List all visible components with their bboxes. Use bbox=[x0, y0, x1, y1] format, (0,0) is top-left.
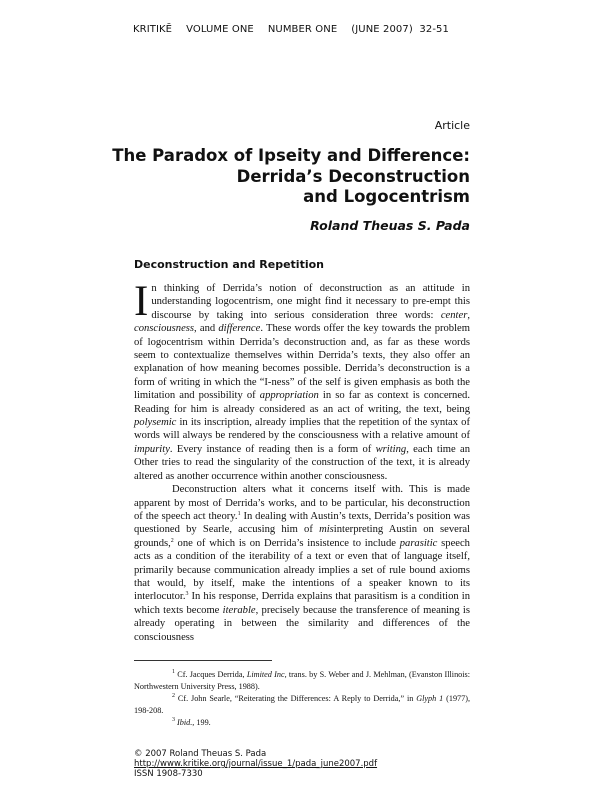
footnote: $^1$ Cf. Jacques Derrida, Limited Inc, trans. by S. Weber and J. Mehlman, (Evanston Illinois: Northwestern University Press, 1988). bbox=[134, 668, 470, 691]
article-label: Article bbox=[434, 119, 470, 132]
author: Roland Theuas S. Pada bbox=[310, 218, 470, 233]
journal-name: KRITIKĒ bbox=[133, 24, 173, 35]
drop-cap: I bbox=[134, 278, 149, 325]
article-url-link[interactable]: http://www.kritike.org/journal/issue_1/pada_june2007.pdf bbox=[134, 758, 378, 769]
page-footer bbox=[134, 749, 470, 779]
footnote-ref[interactable]: 3 bbox=[185, 591, 189, 598]
footnote-ref[interactable]: 1 bbox=[237, 510, 241, 517]
running-header bbox=[133, 24, 463, 35]
footnotes bbox=[134, 669, 470, 729]
volume: VOLUME ONE bbox=[186, 24, 254, 35]
issue-number: NUMBER ONE bbox=[267, 24, 338, 35]
copyright: © 2007 Roland Theuas S. Pada bbox=[134, 748, 267, 759]
issn: ISSN 1908-7330 bbox=[134, 768, 203, 779]
title-line: Derrida’s Deconstruction bbox=[236, 166, 470, 186]
footnote-divider bbox=[134, 660, 272, 661]
paragraph: In thinking of Derrida’s notion of deconstruction as an attitude in understanding logocentrism, one might find it necessary to pre-empt this discourse by taking into serious consideration three words: center, consciousness, and difference. These words offer the key towards the problem of logocentrism within Derrida’s deconstruction and, as far as these words seem to contextualize themselves within Derrida’s texts, they also offer an explanation of how meaning becomes possible. Derrida’s deconstruction is a form of writing in which the “I-ness” of the self is given emphasis as both the limitation and possibility of appropriation in so far as context is concerned. Reading for him is already considered as an act of writing, the text, being polysemic in its inscription, already implies that the repetition of the syntax of words will always be rendered by the consciousness with a relative amount of impurity. Every instance of reading then is a form of writing, each time an Other tries to read the singularity of the construction of the text, it is already altered as another occurrence within another consciousness. bbox=[134, 278, 471, 482]
main-content bbox=[134, 258, 470, 795]
title-line: The Paradox of Ipseity and Difference: bbox=[112, 146, 470, 165]
footnote-ref[interactable]: 2 bbox=[170, 537, 174, 544]
article-title bbox=[112, 146, 470, 208]
title-line: and Logocentrism bbox=[303, 187, 470, 206]
footnote: $^3$ Ibid., 199. bbox=[172, 716, 211, 727]
section-heading: Deconstruction and Repetition bbox=[134, 258, 324, 271]
footnote: $^2$ Cf. John Searle, “Reiterating the Differences: A Reply to Derrida,” in Glyph 1 (1977), 198-208. bbox=[134, 692, 471, 715]
date-pages: (JUNE 2007) 32-51 bbox=[351, 24, 449, 35]
paragraph: Deconstruction alters what it concerns itself with. This is made apparent by most of Derrida’s works, and to be particular, his deconstruction of the speech act theory.$^1$ In dealing with Austin’s texts, Derrida’s position was questioned by Searle, accusing him of misinterpreting Austin on several grounds,$^2$ one of which is on Derrida’s insistence to include parasitic speech acts as a condition of the iterability of a text or even that of language itself, primarily because communication already implies a set of rule bound axioms that would, by itself, make the intentions of a speaker known to its interlocutor.$^3$ In his response, Derrida explains that parasitism is a condition in which texts become iterable, precisely because the transference of meaning is already operating in between the similarity and differences of the consciousness bbox=[134, 484, 471, 643]
body-text bbox=[134, 278, 471, 644]
